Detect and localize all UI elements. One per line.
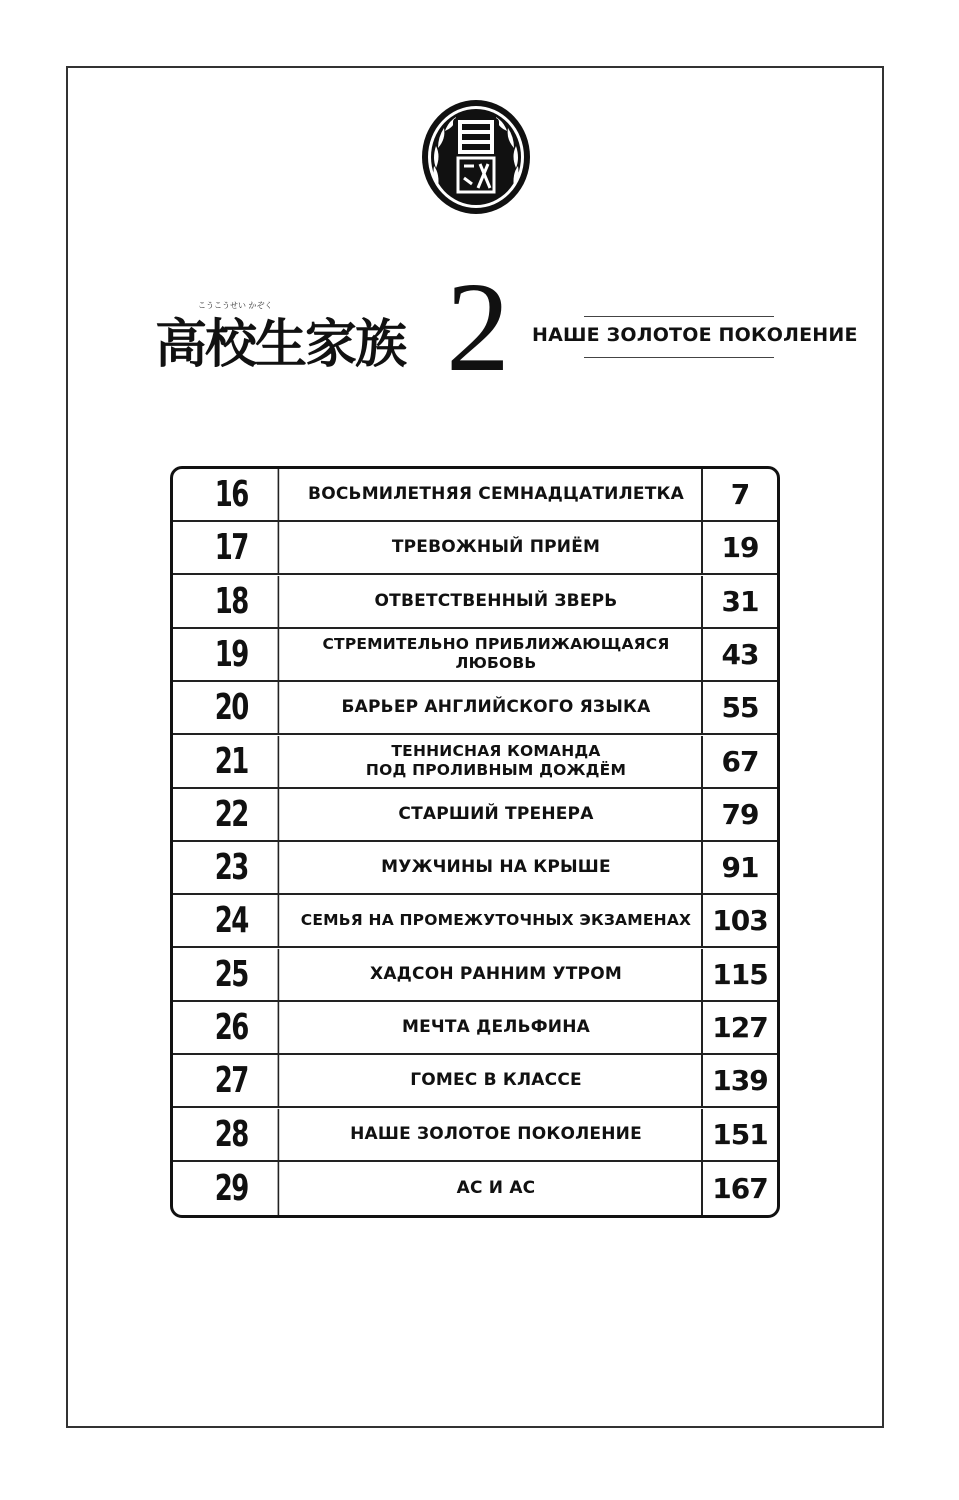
page-number: 19 <box>721 531 759 565</box>
chapter-number: 23 <box>185 842 279 893</box>
school-crest-icon <box>420 98 532 216</box>
toc-row[interactable] <box>173 789 777 842</box>
toc-row[interactable] <box>173 1055 777 1108</box>
page-number: 127 <box>712 1011 768 1044</box>
chapter-title: СТРЕМИТЕЛЬНО ПРИБЛИЖАЮЩАЯСЯ ЛЮБОВЬ <box>291 629 703 680</box>
toc-row[interactable] <box>173 629 777 682</box>
chapter-number: 22 <box>185 789 279 840</box>
toc-row[interactable] <box>173 736 777 789</box>
chapter-number: 17 <box>185 522 279 573</box>
toc-row[interactable] <box>173 949 777 1002</box>
chapter-number: 21 <box>185 736 279 787</box>
page-number: 43 <box>721 637 759 671</box>
toc-row[interactable] <box>173 842 777 895</box>
chapter-title: ГОМЕС В КЛАССЕ <box>291 1055 703 1106</box>
page-number: 7 <box>730 478 750 511</box>
volume-subtitle-block <box>532 316 858 360</box>
page-number: 67 <box>721 744 759 778</box>
page-number: 91 <box>721 851 759 885</box>
chapter-title: ХАДСОН РАННИМ УТРОМ <box>291 949 703 1000</box>
chapter-number: 16 <box>185 469 279 520</box>
chapter-title: ТРЕВОЖНЫЙ ПРИЁМ <box>291 522 703 573</box>
chapter-title: ОТВЕТСТВЕННЫЙ ЗВЕРЬ <box>291 576 703 627</box>
toc-row[interactable] <box>173 1162 777 1215</box>
page-number: 79 <box>721 797 759 831</box>
chapter-title: АС И АС <box>291 1162 703 1215</box>
page-number: 115 <box>712 957 768 991</box>
chapter-number: 19 <box>185 629 279 680</box>
table-of-contents <box>170 466 780 1218</box>
series-title: 高校生家族 <box>155 314 406 375</box>
page-number: 31 <box>721 584 759 618</box>
page-number: 151 <box>712 1117 768 1151</box>
chapter-title: ТЕННИСНАЯ КОМАНДА ПОД ПРОЛИВНЫМ ДОЖДЁМ <box>291 736 703 787</box>
page-number: 103 <box>712 904 768 938</box>
chapter-number: 27 <box>185 1055 279 1106</box>
page-number: 167 <box>712 1171 768 1205</box>
toc-row[interactable] <box>173 1109 777 1162</box>
chapter-number: 18 <box>185 576 279 627</box>
toc-row[interactable] <box>173 576 777 629</box>
toc-row[interactable] <box>173 682 777 735</box>
chapter-title: СЕМЬЯ НА ПРОМЕЖУТОЧНЫХ ЭКЗАМЕНАХ <box>291 895 703 946</box>
chapter-title: НАШЕ ЗОЛОТОЕ ПОКОЛЕНИЕ <box>291 1109 703 1160</box>
chapter-title: СТАРШИЙ ТРЕНЕРА <box>291 789 703 840</box>
volume-number: 2 <box>446 256 510 398</box>
chapter-number: 24 <box>185 895 279 946</box>
chapter-title: МУЖЧИНЫ НА КРЫШЕ <box>291 842 703 893</box>
page-number: 55 <box>721 691 759 725</box>
toc-row[interactable] <box>173 1002 777 1055</box>
chapter-number: 26 <box>185 1002 279 1053</box>
chapter-number: 20 <box>185 682 279 733</box>
chapter-number: 28 <box>185 1109 279 1160</box>
chapter-title: БАРЬЕР АНГЛИЙСКОГО ЯЗЫКА <box>291 682 703 733</box>
chapter-title: ВОСЬМИЛЕТНЯЯ СЕМНАДЦАТИЛЕТКА <box>291 469 703 520</box>
page-number: 139 <box>712 1064 768 1098</box>
chapter-title: МЕЧТА ДЕЛЬФИНА <box>291 1002 703 1053</box>
toc-row[interactable] <box>173 522 777 575</box>
chapter-number: 25 <box>185 949 279 1000</box>
toc-row[interactable] <box>173 895 777 948</box>
subtitle-rule-top <box>584 316 774 317</box>
volume-subtitle: НАШЕ ЗОЛОТОЕ ПОКОЛЕНИЕ <box>532 324 858 346</box>
subtitle-rule-bottom <box>584 357 774 358</box>
chapter-number: 29 <box>185 1162 279 1215</box>
series-furigana: こうこうせい かぞく <box>198 301 273 310</box>
toc-row[interactable] <box>173 469 777 522</box>
